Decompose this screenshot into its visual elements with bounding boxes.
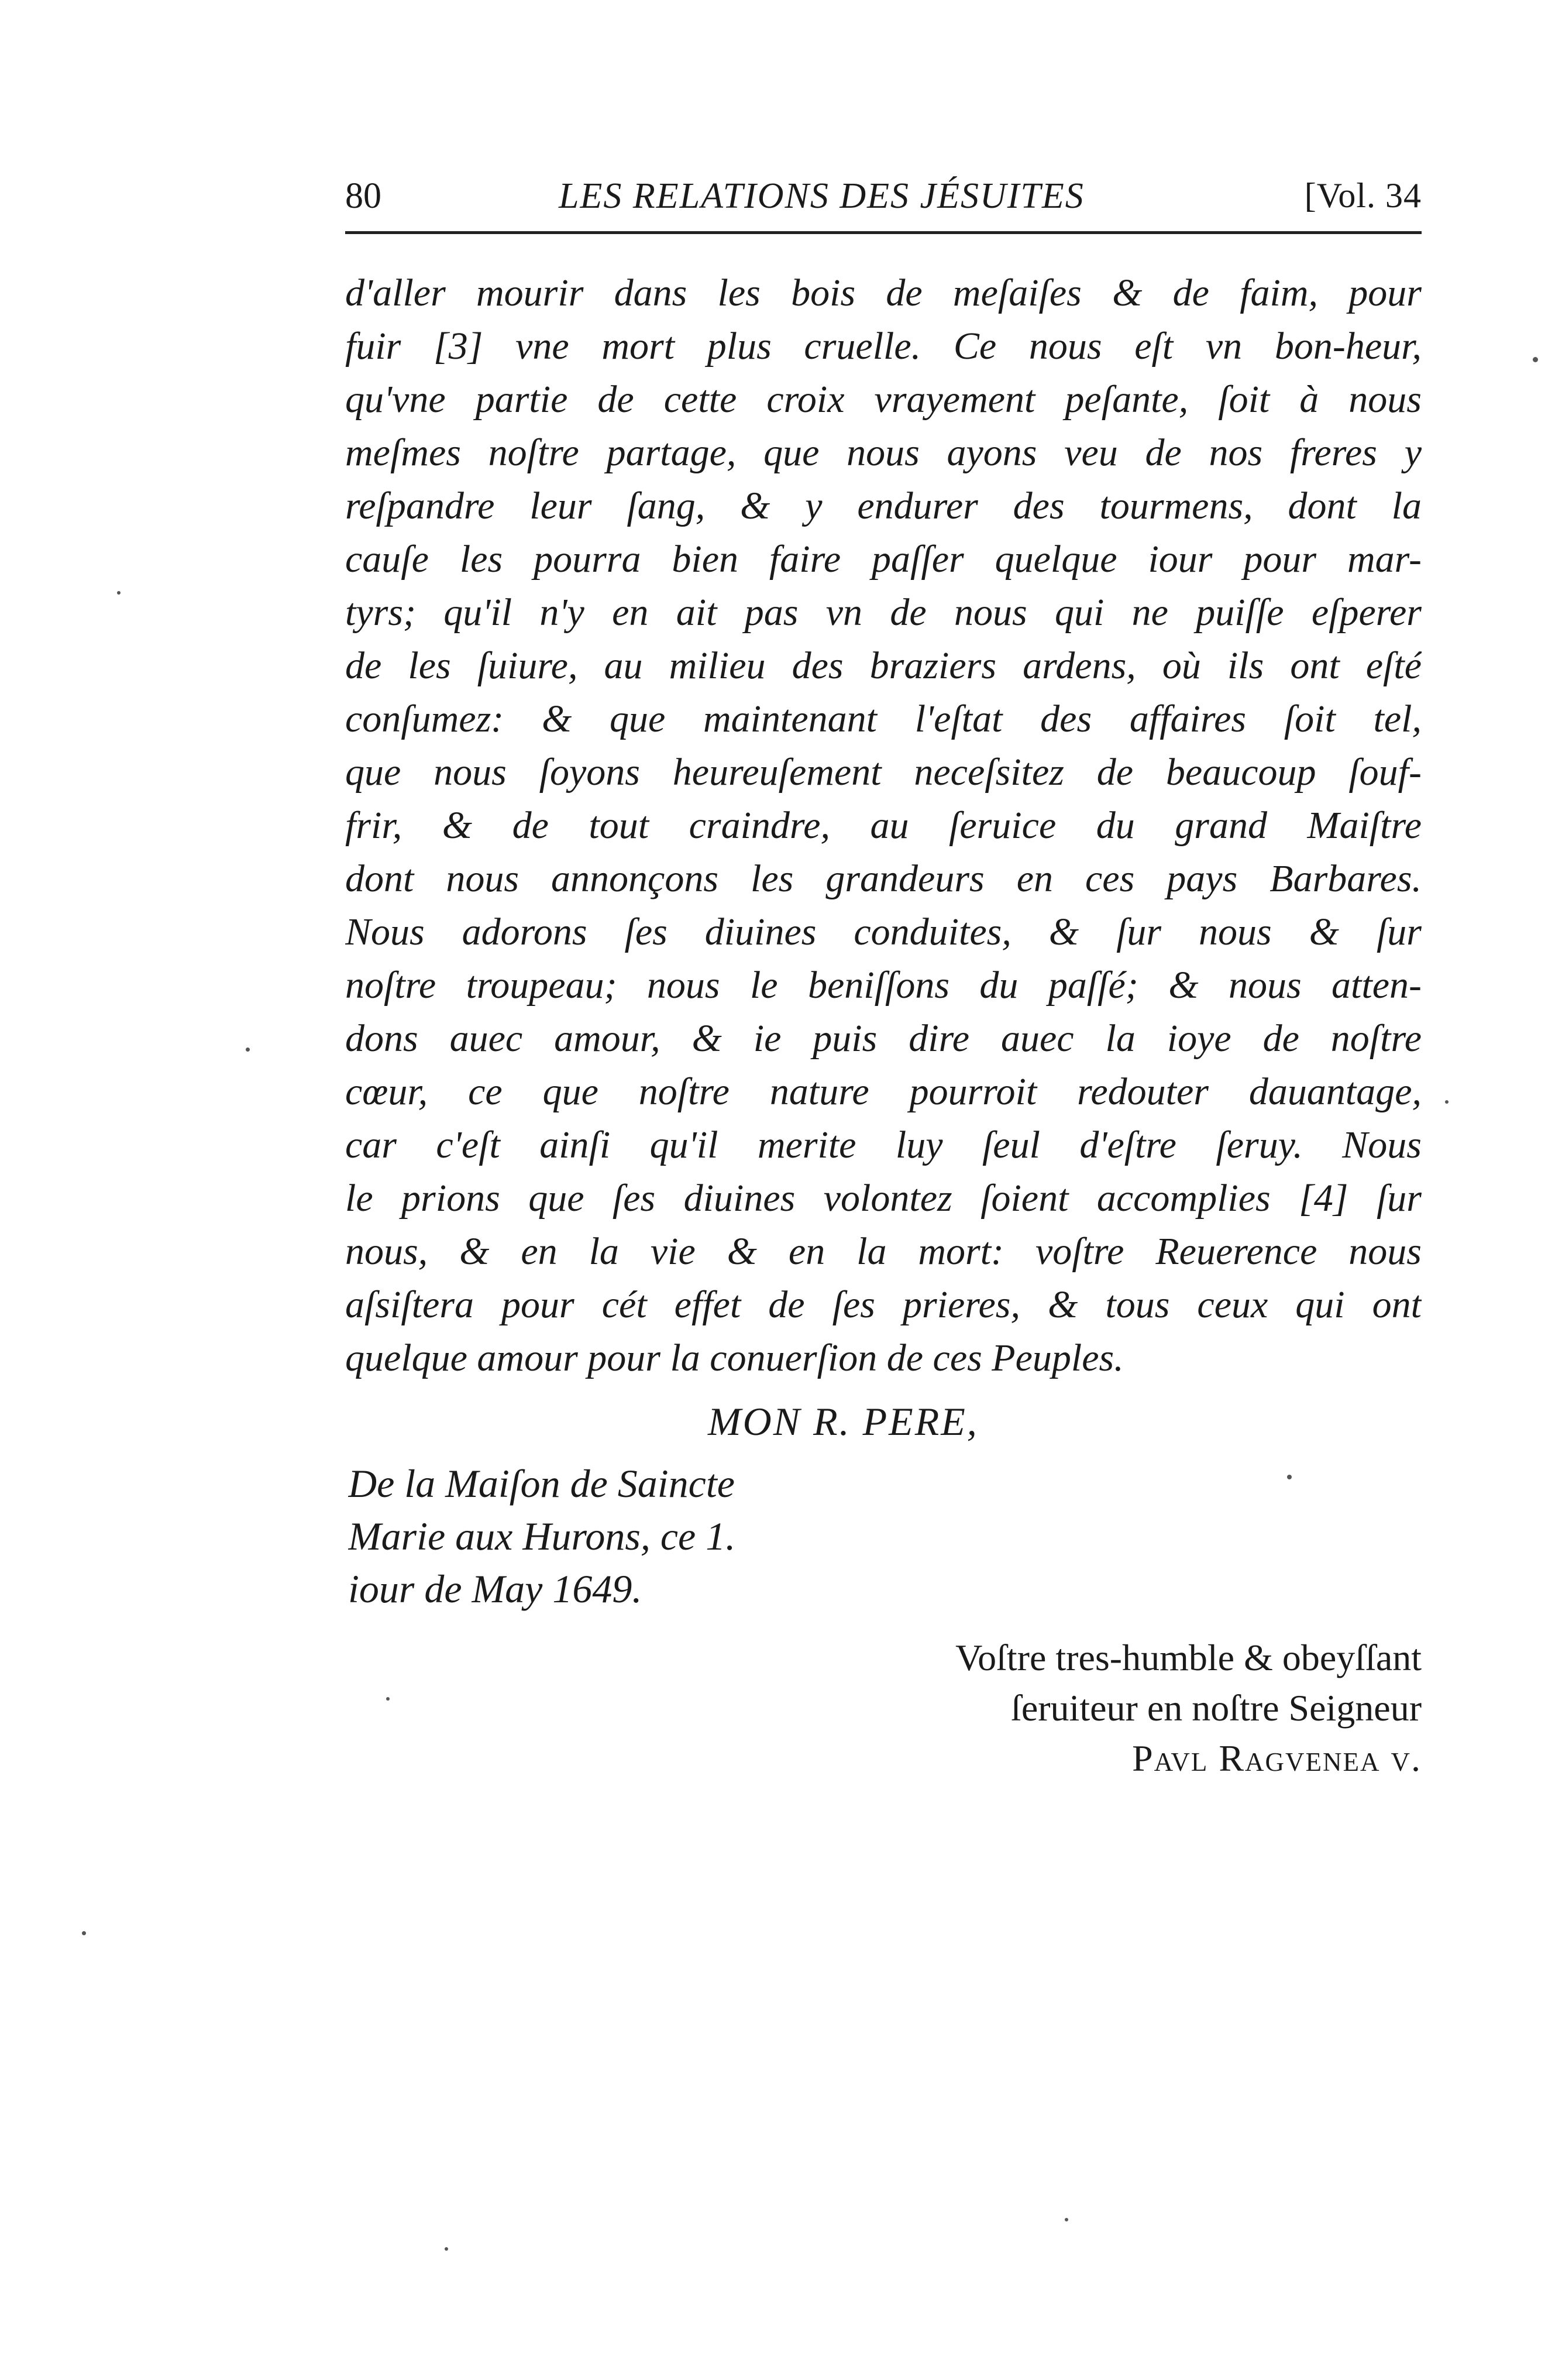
signature-line: Voſtre tres-humble & obeyſſant [955, 1637, 1422, 1678]
scan-speck [1533, 357, 1538, 362]
signature-line: ſeruiteur en noſtre Seigneur [1011, 1687, 1422, 1729]
scan-speck [1065, 2218, 1068, 2221]
scan-speck [117, 591, 121, 595]
body-line: d'aller mourir dans les bois de meſaiſes & de faim, pour [345, 272, 1422, 314]
body-line: dons auec amour, & ie puis dire auec la ioye de noſtre [345, 1017, 1422, 1060]
header-rule [345, 231, 1422, 234]
body-line: noſtre troupeau; nous le beniſſons du paſſé; & nous atten- [345, 964, 1422, 1007]
scan-speck [1287, 1475, 1292, 1479]
scan-speck [445, 2247, 448, 2251]
body-line: aſsiſtera pour cét effet de ſes prieres, & tous ceux qui ont [345, 1283, 1422, 1326]
volume-label: [Vol. 34 [1304, 176, 1422, 215]
body-line: le prions que ſes diuines volontez ſoient accomplies [4] ſur [345, 1177, 1422, 1220]
body-line: frir, & de tout craindre, au ſeruice du grand Maiſtre [345, 804, 1422, 847]
body-line: dont nous annonçons les grandeurs en ces pays Barbares. [345, 857, 1422, 900]
letter-body [345, 266, 1422, 1385]
body-line: cœur, ce que noſtre nature pourroit redouter dauantage, [345, 1070, 1422, 1113]
body-line: quelque amour pour la conuerſion de ces Peuples. [345, 1337, 1124, 1379]
dateline-line: Marie aux Hurons, ce 1. [348, 1514, 736, 1558]
body-line: qu'vne partie de cette croix vrayement peſante, ſoit à nous [345, 378, 1422, 421]
body-line: cauſe les pourra bien faire paſſer quelque iour pour mar- [345, 538, 1422, 581]
body-line: fuir [3] vne mort plus cruelle. Ce nous eſt vn bon-heur, [345, 325, 1422, 368]
body-line: que nous ſoyons heureuſement neceſsitez de beaucoup ſouf- [345, 751, 1422, 794]
page-number: 80 [345, 176, 381, 216]
scan-speck [1445, 1100, 1449, 1104]
body-line: Nous adorons ſes diuines conduites, & ſur nous & ſur [345, 911, 1422, 953]
scan-speck [246, 1048, 250, 1052]
dateline [348, 1457, 735, 1615]
scan-speck [386, 1697, 390, 1701]
body-line: de les ſuiure, au milieu des braziers ardens, où ils ont eſté [345, 644, 1422, 687]
body-line: conſumez: & que maintenant l'eſtat des affaires ſoit tel, [345, 698, 1422, 740]
dateline-line: iour de May 1649. [348, 1567, 642, 1611]
body-line: reſpandre leur ſang, & y endurer des tourmens, dont la [345, 485, 1422, 527]
page-header [345, 170, 1422, 225]
body-line: tyrs; qu'il n'y en ait pas vn de nous qui ne puiſſe eſperer [345, 591, 1422, 634]
signature-block [955, 1633, 1422, 1784]
scan-speck [82, 1931, 86, 1935]
running-title: LES RELATIONS DES JÉSUITES [559, 176, 1085, 216]
body-line: meſmes noſtre partage, que nous ayons veu de nos freres y [345, 431, 1422, 474]
salutation: MON R. PERE, [708, 1399, 979, 1444]
body-line: car c'eſt ainſi qu'il merite luy ſeul d'eſtre ſeruy. Nous [345, 1124, 1422, 1166]
body-line: nous, & en la vie & en la mort: voſtre Reuerence nous [345, 1230, 1422, 1273]
signature-name: Pavl Ragvenea v. [1132, 1737, 1422, 1779]
dateline-line: De la Maiſon de Saincte [348, 1461, 735, 1506]
